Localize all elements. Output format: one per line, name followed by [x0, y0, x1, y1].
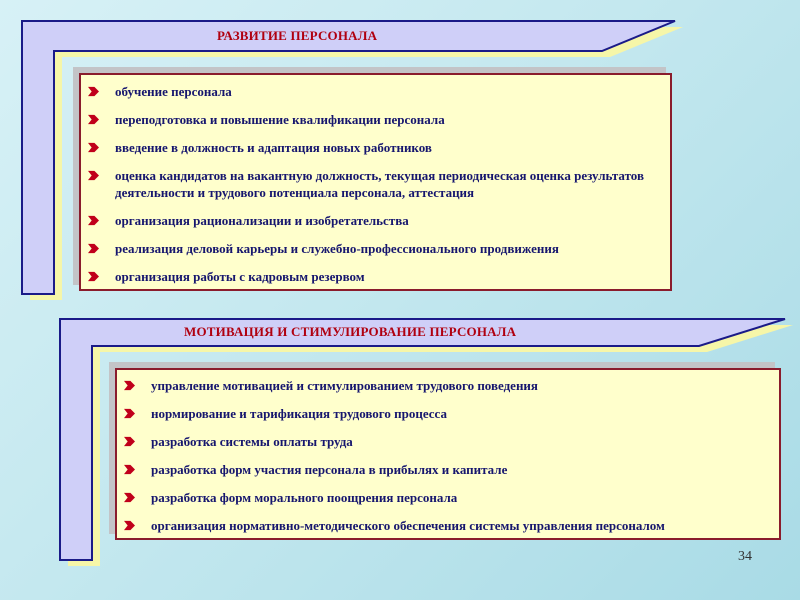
diamond-arrow-bullet-icon	[124, 492, 135, 503]
list-item-text: разработка форм морального поощрения персонала	[151, 490, 458, 505]
list-item	[81, 111, 666, 128]
diamond-arrow-bullet-icon	[88, 86, 99, 97]
diamond-arrow-bullet-icon	[124, 464, 135, 475]
list-item-text: организация рационализации и изобретательства	[115, 213, 409, 228]
list-item	[117, 489, 775, 506]
list-item-text: разработка системы оплаты труда	[151, 434, 353, 449]
diamond-arrow-bullet-icon	[88, 114, 99, 125]
list-item-text: организация работы с кадровым резервом	[115, 269, 365, 284]
list-item	[81, 167, 666, 201]
diamond-arrow-bullet-icon	[124, 408, 135, 419]
list-item	[117, 517, 775, 534]
diamond-arrow-bullet-icon	[88, 142, 99, 153]
list-item	[117, 405, 775, 422]
list-item	[81, 268, 666, 285]
diamond-arrow-bullet-icon	[124, 520, 135, 531]
motivation-panel	[115, 368, 781, 540]
diamond-arrow-bullet-icon	[88, 215, 99, 226]
development-panel	[79, 73, 672, 291]
list-item	[81, 83, 666, 100]
list-item-text: оценка кандидатов на вакантную должность, текущая периодическая оценка результатов деятельности и трудового потенциала персонала, аттестация	[115, 168, 645, 200]
diamond-arrow-bullet-icon	[124, 436, 135, 447]
list-item	[81, 139, 666, 156]
list-item	[81, 212, 666, 229]
list-item	[117, 433, 775, 450]
list-item-text: разработка форм участия персонала в прибылях и капитале	[151, 462, 508, 477]
list-item-text: нормирование и тарификация трудового процесса	[151, 406, 447, 421]
list-item	[81, 240, 666, 257]
diamond-arrow-bullet-icon	[124, 380, 135, 391]
motivation-list	[117, 377, 775, 534]
section-title-development: РАЗВИТИЕ ПЕРСОНАЛА	[217, 28, 378, 43]
development-list	[81, 83, 666, 285]
section-title-motivation: МОТИВАЦИЯ И СТИМУЛИРОВАНИЕ ПЕРСОНАЛА	[184, 324, 517, 339]
page-number: 34	[738, 549, 752, 564]
diamond-arrow-bullet-icon	[88, 271, 99, 282]
list-item	[117, 461, 775, 478]
list-item	[117, 377, 775, 394]
list-item-text: организация нормативно-методического обеспечения системы управления персоналом	[151, 518, 665, 533]
list-item-text: введение в должность и адаптация новых работников	[115, 140, 432, 155]
list-item-text: реализация деловой карьеры и служебно-профессионального продвижения	[115, 241, 559, 256]
diamond-arrow-bullet-icon	[88, 170, 99, 181]
diamond-arrow-bullet-icon	[88, 243, 99, 254]
list-item-text: переподготовка и повышение квалификации персонала	[115, 112, 445, 127]
list-item-text: обучение персонала	[115, 84, 232, 99]
list-item-text: управление мотивацией и стимулированием трудового поведения	[151, 378, 538, 393]
